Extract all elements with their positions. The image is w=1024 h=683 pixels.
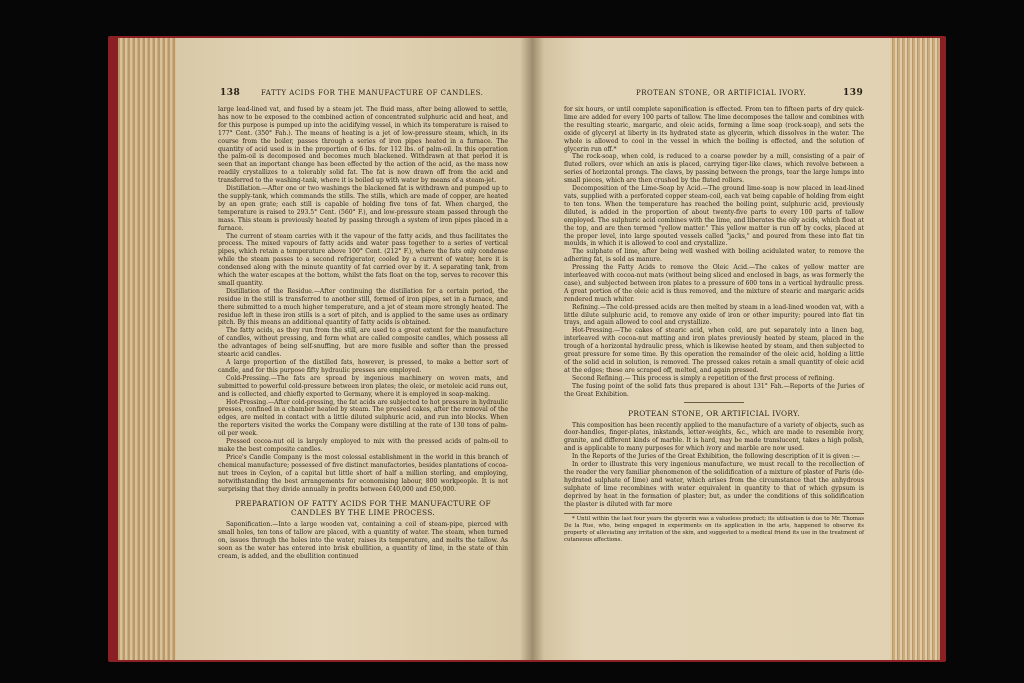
section-heading-protean-stone: PROTEAN STONE, OR ARTIFICIAL IVORY. [628, 408, 800, 418]
left-running-head [220, 88, 483, 98]
paragraph: for six hours, or until complete saponification is effected. From ten to fifteen parts of dry quick-lime are added for every 100 parts of tallow. The lime decomposes the tallow and combines with the resulting stearic, margaric, and oleic acids, forming a lime soap (rock-soap), and sets the oxide of glyceryl at liberty in its hydrated state as glycerin, which dissolves in the water. The whole is allowed to cool in the vessel in which the boiling is effected, and the solution of glycerin run off.* [564, 106, 864, 153]
paragraph: Decomposition of the Lime-Soap by Acid.—The ground lime-soap is now placed in lead-lined vats, supplied with a perforated copper steam-coil, each vat being capable of holding from eight to ten tons. When the temperature has reached the boiling point, sulphuric acid, previously diluted, is added in the proportion of about twenty-five parts to every 100 parts of tallow employed. The sulphuric acid combines with the lime, and liberates the oily acids, which float at the top, and are then termed "yellow matter." This yellow matter is run off by cocks, placed at the proper level, into large spouted vessels called "jacks," and poured from these into flat tin moulds, in which it is allowed to cool and crystallize. [564, 185, 864, 248]
paragraph: Second Refining.— This process is simply a repetition of the first process of refining. [572, 374, 835, 382]
paragraph: Hot-Pressing.—After cold-pressing, the fat acids are subjected to hot pressure in hydraulic presses, confined in a chamber heated by steam. The pressed cakes, after the removal of the edges, are melted in contact with a little diluted sulphuric acid, and run into blocks. When the reporters visited the works the Company were distilling at the rate of 130 tons of palm-oil per week. [218, 398, 508, 438]
section-divider [684, 402, 744, 403]
paragraph: Distillation.—After one or two washings the blackened fat is withdrawn and pumped up to the supply-tank, which commands the stills. The stills, which are made of copper, are heated by an open grate; each still is capable of holding five tons of fat. When charged, the temperature is raised to 293.5° Cent. (560° F.), and low-pressure steam passed through the mass. This steam is previously heated by passing through a system of iron pipes placed in a furnace. [218, 185, 508, 232]
paragraph: Hot-Pressing.—The cakes of stearic acid, when cold, are put separately into a linen bag, interleaved with cocoa-nut matting and iron plates previously heated by steam, placed in the trough of a horizontal hydraulic press, which is likewise heated by steam, and then subjected to great pressure for some time. By this operation the remainder of the oleic acid, holding a little of the solid acid in solution, is removed. The pressed cakes retain a small quantity of oleic acid at the edges; these are scraped off, melted, and again pressed. [564, 327, 864, 374]
paragraph: Saponification.—Into a large wooden vat, containing a coil of steam-pipe, pierced with small holes, ten tons of tallow are placed, with a quantity of water. The steam, when turned on, issues through the holes into the water, raises its temperature, and melts the tallow. As soon as the water has entered into brisk ebullition, a quantity of lime, in the state of thin cream, is added, and the ebullition continued [218, 521, 508, 561]
paragraph: Cold-Pressing.—The fats are spread by ingenious machinery on woven mats, and submitted to powerful cold-pressure between iron plates; the oleic, or metoleic acid runs out, and is collected, and chiefly exported to Germany, where it is employed in soap-making. [218, 374, 508, 398]
book-gutter-shadow [520, 38, 544, 660]
paragraph: A large proportion of the distilled fats, however, is pressed, to make a better sort of candle, and for this purpose fifty hydraulic presses are employed. [218, 359, 508, 374]
paragraph: Price's Candle Company is the most colossal establishment in the world in this branch of chemical manufacture; possessed of five distinct manufactories, besides plantations of cocoa-nut trees in Ceylon, of a capital but little short of half a million sterling, and employing, notwithstanding the best arrangements for economising labour, 800 workpeople. It is not surprising that they divide annually in profits between £40,000 and £50,000. [218, 453, 508, 493]
paragraph: In the Reports of the Juries of the Great Exhibition, the following description of it is given :— [572, 453, 860, 461]
left-body-text [218, 106, 508, 561]
left-page [176, 38, 532, 660]
section-heading-lime-process: PREPARATION OF FATTY ACIDS FOR THE MANUFACTURE OF CANDLES BY THE LIME PROCESS. [235, 499, 491, 518]
left-page-number: 138 [220, 88, 241, 98]
footnote-text: * Until within the last four years the glycerin was a valueless product; its utilisation is due to Mr. Thomas De la Rue, who, being engaged in experiments on its application in the arts, happened to observe its property of alleviating any irritation of the skin, and suggested to a medical friend its use in the treatment of cutaneous affections. [564, 515, 864, 543]
right-page-number: 139 [843, 88, 864, 98]
paragraph: Pressing the Fatty Acids to remove the Oleic Acid.—The cakes of yellow matter are interleaved with cocoa-nut mats (without being sliced and enclosed in bags, as was formerly the case), and subjected between iron plates to a pressure of 600 tons in a vertical hydraulic press. A great portion of the oleic acid is thus removed, and the mixture of stearic and margaric acids rendered much whiter. [564, 264, 864, 303]
paragraph: Distillation of the Residue.—After continuing the distillation for a certain period, the residue in the still is transferred to another still, formed of iron pipes, set in a furnace, and there submitted to a much higher temperature, and a jet of steam more strongly heated. The residue left in these iron stills is a sort of pitch, and is applied to the same uses as ordinary pitch. By this means an additional quantity of fatty acids is obtained. [218, 287, 508, 327]
left-running-title: FATTY ACIDS FOR THE MANUFACTURE OF CANDLES. [261, 89, 484, 97]
footnote [564, 513, 864, 544]
paragraph: This composition has been recently applied to the manufacture of a variety of objects, such as door-handles, finger-plates, inkstands, letter-weights, &c., which are made to resemble ivory, granite, and different kinds of marble. It is hard, may be made translucent, takes a high polish, and is applicable to many purposes for which ivory and marble are now used. [564, 421, 864, 453]
right-page [532, 38, 890, 660]
paragraph: The fusing point of the solid fats thus prepared is about 131° Fah.—Reports of the Juries of the Great Exhibition. [564, 382, 864, 398]
page-edges-left [118, 38, 178, 660]
paragraph: The sulphate of lime, after being well washed with boiling acidulated water, to remove the adhering fat, is sold as manure. [564, 248, 864, 264]
right-running-title: PROTEAN STONE, OR ARTIFICIAL IVORY. [636, 89, 807, 97]
paragraph: The current of steam carries with it the vapour of the fatty acids, and thus facilitates the process. The mixed vapours of fatty acids and water pass together to a series of vertical pipes, which retain a temperature above 100° Cent. (212° F.), where the fats only condense while the steam passes to a second refrigerator, cooled by a current of water; here it is condensed along with the minute quantity of fat carried over by it. A separating tank, from which the water escapes at the bottom, whilst the fats float on the top, serves to recover this small quantity. [218, 232, 508, 287]
paragraph: The rock-soap, when cold, is reduced to a coarse powder by a mill, consisting of a pair of fluted rollers, over which an axis is placed, carrying tiger-like claws, which revolve between a series of horizontal prongs. The claws, by passing between the prongs, tear the large lumps into small pieces, which are then crushed by the fluted rollers. [564, 153, 864, 185]
right-running-head [636, 88, 863, 98]
paragraph: large lead-lined vat, and fused by a steam jet. The fluid mass, after being allowed to settle, has now to be exposed to the combined action of concentrated sulphuric acid and heat, and for this purpose is pumped up into the acidifying vessel, in which its temperature is raised to 177° Cent. (350° Fah.). The means of heating is a jet of low-pressure steam, which, in its course from the boiler, passes through a series of iron pipes heated in a furnace. The quantity of acid used is in the proportion of 6 lbs. for 112 lbs. of palm-oil. In this operation the palm-oil is decomposed and becomes much blackened. Withdrawn at that period it is seen that an important change has been effected by the action of the acid, as the mass now readily crystallizes to a tolerably solid fat. The fat is now drawn off from the acid and transferred to the washing-tank, where it is boiled up with water by means of a steam-jet. [218, 106, 508, 185]
paragraph: The fatty acids, as they run from the still, are used to a great extent for the manufacture of candles, without pressing, and form what are called composite candles, which possess all the advantages of being self-snuffing, but are more fusible and softer than the pressed stearic acid candles. [218, 327, 508, 359]
paragraph: In order to illustrate this very ingenious manufacture, we must recall to the recollection of the reader the very familiar phenomenon of the solidification of a mixture of plaster of Paris (de-hydrated sulphate of lime) and water, which arises from the circumstance that the anhydrous sulphate of lime recombines with water equivalent in quantity to that of which gypsum is deprived by heat in the formation of plaster; but, as under the conditions of this solidification the plaster is diluted with far more [564, 461, 864, 508]
paragraph: Refining.—The cold-pressed acids are then melted by steam in a lead-lined wooden vat, with a little dilute sulphuric acid, to remove any oxide of iron or other impurity; poured into flat tin trays, and again allowed to cool and crystallize. [564, 303, 864, 327]
right-body-text [564, 106, 864, 544]
page-edges-right [888, 38, 940, 660]
paragraph: Pressed cocoa-nut oil is largely employed to mix with the pressed acids of palm-oil to make the best composite candles. [218, 438, 508, 453]
